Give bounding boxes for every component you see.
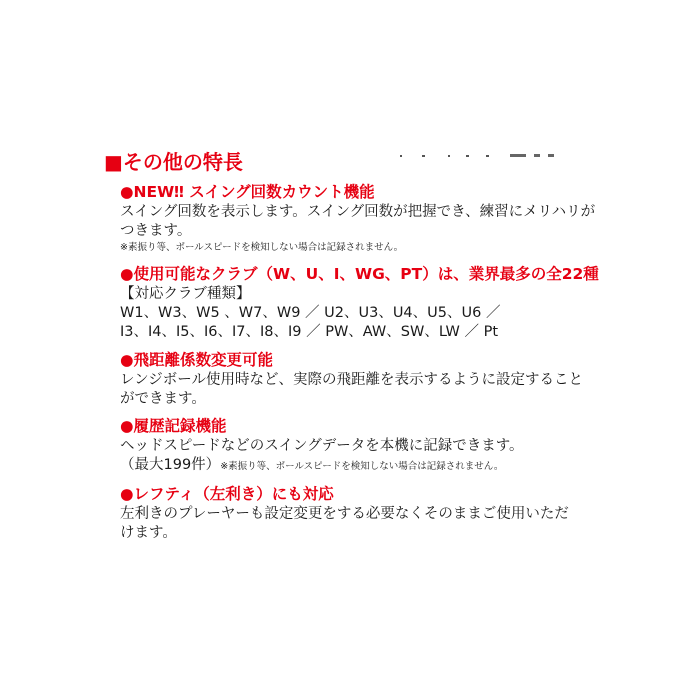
feature-body-text: （最大199件） — [120, 457, 221, 473]
feature-lefty — [120, 484, 600, 543]
feature-history — [120, 416, 600, 476]
feature-body-line: スイング回数を表示します。スイング回数が把握でき、練習にメリハリが — [120, 204, 596, 220]
faint-marks — [400, 153, 560, 159]
feature-body-line: ができます。 — [120, 391, 206, 407]
feature-heading: ●使用可能なクラブ（W、U、I、WG、PT）は、業界最多の全22種 — [120, 265, 599, 283]
feature-body-line: けます。 — [120, 525, 177, 541]
feature-distance-coefficient — [120, 350, 600, 409]
feature-body-line: I3、I4、I5、I6、I7、I8、I9 ／ PW、AW、SW、LW ／ Pt — [120, 324, 499, 340]
feature-inline-note: ※素振り等、ボールスピードを検知しない場合は記録されません。 — [220, 461, 504, 472]
section-title: ■その他の特長 — [104, 150, 243, 174]
feature-heading: ●レフティ（左利き）にも対応 — [120, 485, 334, 503]
feature-heading: ●飛距離係数変更可能 — [120, 351, 274, 369]
feature-body-line: 左利きのプレーヤーも設定変更をする必要なくそのままご使用いただ — [120, 506, 569, 522]
feature-heading: ●履歴記録機能 — [120, 417, 227, 435]
feature-body-line — [120, 456, 600, 476]
feature-clubs — [120, 264, 600, 342]
feature-body-line: ヘッドスピードなどのスイングデータを本機に記録できます。 — [120, 438, 524, 454]
feature-note: ※素振り等、ボールスピードを検知しない場合は記録されません。 — [120, 242, 404, 253]
feature-body-line: W1、W3、W5 、W7、W9 ／ U2、U3、U4、U5、U6 ／ — [120, 305, 501, 321]
feature-heading: ●NEW‼ スイング回数カウント機能 — [120, 183, 375, 201]
feature-body-line: レンジボール使用時など、実際の飛距離を表示するように設定すること — [120, 372, 583, 388]
feature-swing-count — [120, 182, 600, 255]
feature-body-line: 【対応クラブ種類】 — [120, 286, 251, 302]
feature-body-line: つきます。 — [120, 223, 192, 239]
